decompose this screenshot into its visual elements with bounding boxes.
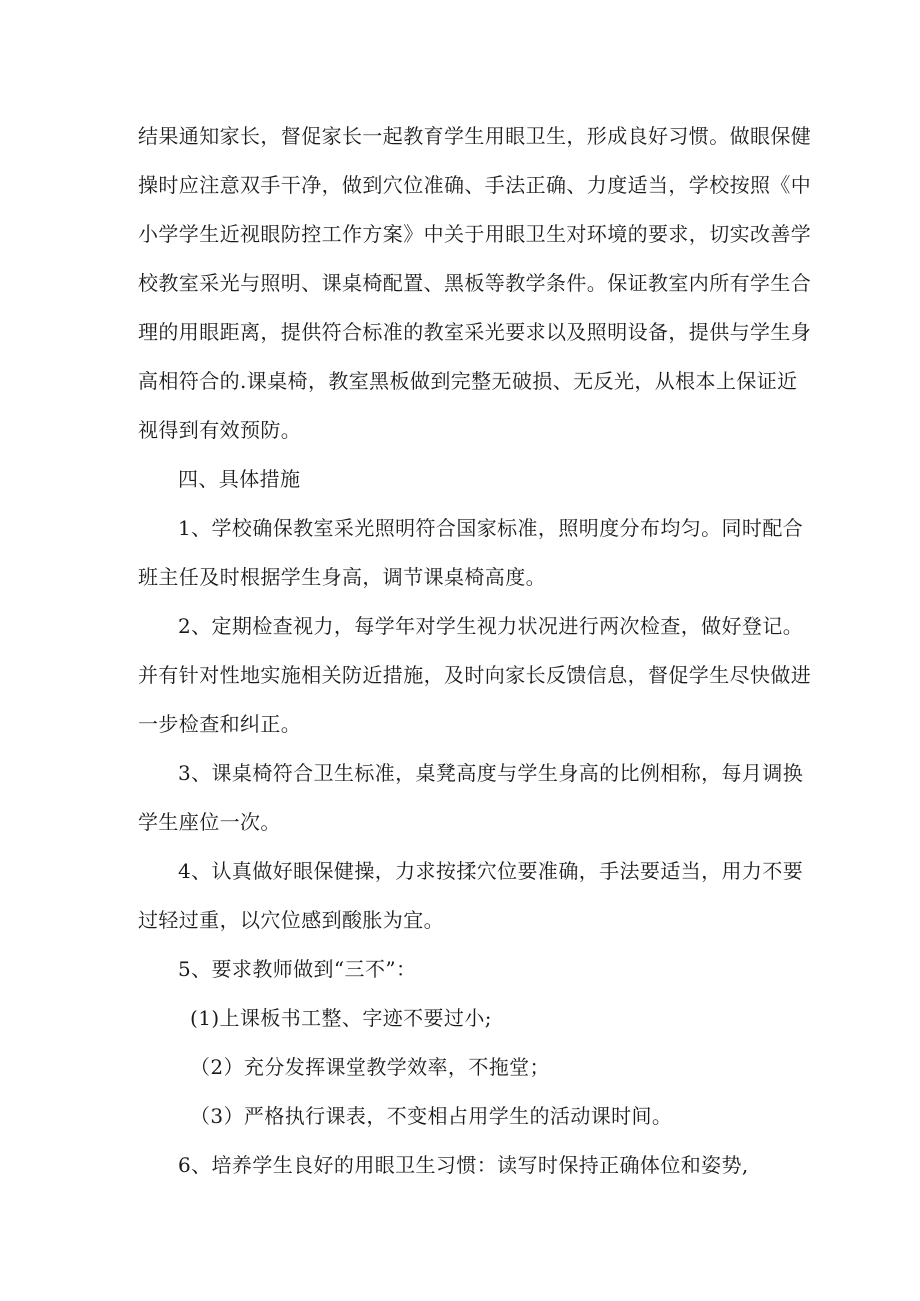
list-item-line: 并有针对性地实施相关防近措施，及时向家长反馈信息，督促学生尽快做进 (138, 663, 812, 687)
paragraph-line: 理的用眼距离，提供符合标准的教室采光要求以及照明设备，提供与学生身 (138, 320, 812, 344)
list-item-line: 5、要求教师做到“三不”： (178, 957, 417, 981)
list-item-line: 2、定期检查视力，每学年对学生视力状况进行两次检查，做好登记。 (178, 614, 804, 638)
list-item-line: 1、学校确保教室采光照明符合国家标准，照明度分布均匀。同时配合 (178, 516, 804, 540)
paragraph-line: 高相符合的.课桌椅，教室黑板做到完整无破损、无反光，从根本上保证近 (138, 369, 798, 393)
list-item-line: 一步检查和纠正。 (138, 712, 302, 736)
sub-item-line: (1)上课板书工整、字迹不要过小; (190, 1006, 492, 1030)
list-item-line: 学生座位一次。 (138, 810, 281, 834)
paragraph-line: 校教室采光与照明、课桌椅配置、黑板等教学条件。保证教室内所有学生合 (138, 271, 812, 295)
paragraph-line: 操时应注意双手干净，做到穴位准确、手法正确、力度适当，学校按照《中 (138, 173, 812, 197)
sub-item-line: （3）严格执行课表，不变相占用学生的活动课时间。 (190, 1104, 673, 1128)
list-item-line: 班主任及时根据学生身高，调节课桌椅高度。 (138, 565, 546, 589)
paragraph-line: 小学学生近视眼防控工作方案》中关于用眼卫生对环境的要求，切实改善学 (138, 222, 812, 246)
paragraph-line: 视得到有效预防。 (138, 418, 302, 442)
section-heading: 四、具体措施 (178, 467, 301, 491)
list-item-line: 4、认真做好眼保健操，力求按揉穴位要准确，手法要适当，用力不要 (178, 859, 804, 883)
paragraph-line: 结果通知家长，督促家长一起教育学生用眼卫生，形成良好习惯。做眼保健 (138, 124, 812, 148)
list-item-line: 6、培养学生良好的用眼卫生习惯：读写时保持正确体位和姿势, (178, 1153, 749, 1177)
list-item-line: 3、课桌椅符合卫生标准，桌凳高度与学生身高的比例相称，每月调换 (178, 761, 804, 785)
list-item-line: 过轻过重，以穴位感到酸胀为宜。 (138, 908, 444, 932)
sub-item-line: （2）充分发挥课堂教学效率，不拖堂； (190, 1055, 550, 1079)
